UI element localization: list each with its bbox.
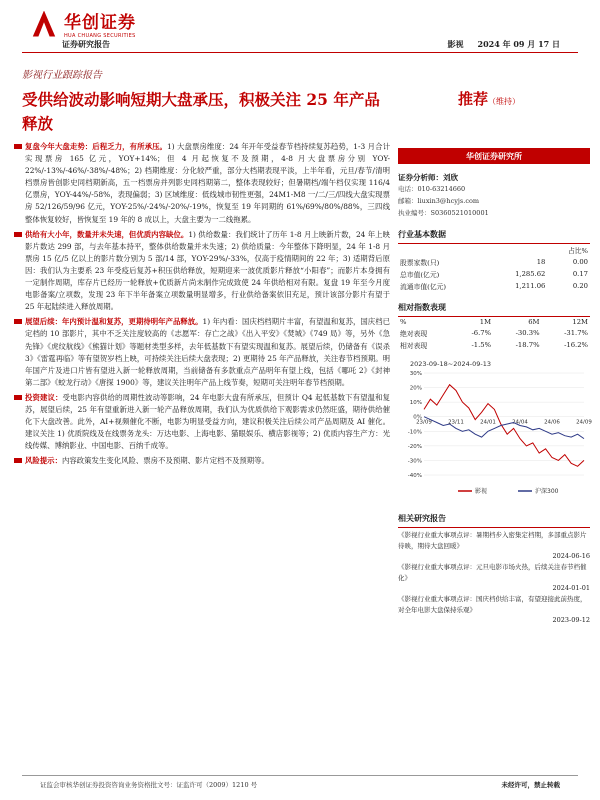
- table-cell: 流通市值(亿元): [400, 283, 447, 291]
- chart-x-tick-label: 24/06: [544, 419, 560, 426]
- analyst-license: 执业编号：S0360521010001: [398, 209, 489, 217]
- rating-value: 推荐: [458, 90, 489, 108]
- table-row: [398, 327, 590, 339]
- table-row: [398, 244, 590, 256]
- report-body: [14, 141, 390, 470]
- basic-data-title: 行业基本数据: [398, 229, 590, 244]
- table-cell: 相对表现: [400, 342, 428, 350]
- table-row: [398, 280, 590, 292]
- body-paragraph: [14, 141, 390, 226]
- bullet-square-icon: [14, 232, 22, 237]
- chart-y-tick-label: 0%: [413, 414, 422, 421]
- header-meta: [448, 39, 560, 50]
- sidebar-header: 华创证券研究所: [398, 148, 590, 164]
- chart-x-tick-label: 24/04: [512, 419, 528, 426]
- chart-x-tick-label: 24/01: [480, 419, 496, 426]
- body-paragraph: [14, 455, 390, 467]
- chart-y-tick-label: 30%: [409, 371, 422, 377]
- chart-y-tick-label: -20%: [407, 443, 422, 450]
- chart-y-tick-label: -40%: [407, 473, 422, 479]
- report-type: 证券研究报告: [62, 39, 110, 49]
- bullet-square-icon: [14, 458, 22, 463]
- body-paragraph: [14, 229, 390, 314]
- rating-note: （维持）: [488, 97, 521, 106]
- body-paragraph: [14, 392, 390, 452]
- report-title: 受供给波动影响短期大盘承压，积极关注 25 年产品释放: [22, 90, 380, 133]
- performance-chart-svg: [398, 357, 590, 499]
- chart-title: 2023-09-18~2024-09-13: [410, 360, 491, 368]
- paragraph-text: 受电影内容供给的周期性波动等影响，24 年电影大盘有所承压，但预计 Q4 起低基数下有望温和复苏，展望后续，25 年有望重新进入新一轮产品释放周期，我们认为优质供给下观影需求仍然旺盛，期待供给催化下大盘改善。此外，AI+视频催化不断，电影为明显受益方向，建议积极关注后续公司产品周期及 AI 催化。建议关注 1) 优质院线及在线票务龙头：万达电影、上海电影、猫眼娱乐、横店影视等；2) 优质内容生产方：光线传媒、博纳影业、中国电影、百纳千成等。: [25, 392, 390, 451]
- header-rule: [22, 52, 578, 53]
- table-cell: -18.7%: [515, 341, 540, 349]
- analyst-phone: 电话：010-63214660: [398, 185, 466, 193]
- table-cell: 总市值(亿元): [400, 271, 440, 279]
- performance-chart: [398, 357, 590, 503]
- table-header-cell: 1M: [479, 318, 492, 326]
- paragraph-lead: 展望后续：年内预计温和复苏，更期待明年产品释放。: [25, 317, 203, 327]
- sidebar: [398, 148, 590, 624]
- brand-logo: [30, 8, 136, 39]
- table-cell: -16.2%: [564, 341, 588, 349]
- related-reports-title: 相关研究报告: [398, 513, 590, 528]
- table-row: [398, 268, 590, 280]
- chart-x-tick-label: 23/11: [448, 419, 464, 426]
- table-row: [398, 256, 590, 268]
- table-cell: -31.7%: [564, 329, 588, 337]
- chart-legend-label: 沪深300: [535, 488, 559, 495]
- brand-name-en: HUA CHUANG SECURITIES: [64, 33, 136, 39]
- performance-table: [398, 317, 590, 351]
- chart-legend-label: 影视: [475, 488, 488, 495]
- industry-label: 影视: [447, 39, 464, 49]
- related-report-date: 2024-06-16: [552, 552, 590, 560]
- paragraph-text: 内容政策发生变化风险、票房不及预期、影片定档不及预期等。: [61, 456, 269, 466]
- analyst-name: 证券分析师：刘欣: [398, 173, 458, 182]
- paragraph-text: 1) 大盘票房维度：24 年开年受益春节档持续复苏趋势，1-3 月合计实现票房 165 亿元，YOY+14%；但 4 月起恢复不及预期，4-8 月大盘票房分别 YOY-22%/-13%/-46%/-38%/-48%；2) 档期维度：分化较严重，部分大档期表现平淡，上半年看，元旦/春节/清明档票房皆创影史同档期新高，五一档票房并列影史同档期第二，整体表现较好；但暑期档/端午档仅实现 116/4 亿票房，YOY-44%/-58%，表现偏弱；3) 区域维度：低线城市韧性更强，24M1-M8 一/二/三/四线大盘实现票房 52/126/59/96 亿元，YOY-25%/-24%/-20%/-19%，恢复至 19 年同期的 61%/69%/80%/88%，三四线整体恢复较好，皆恢复至 19 年的 8 成以上，大盘主要为一二线拖累。: [25, 142, 390, 224]
- logo-mark-icon: [30, 11, 58, 37]
- footer-license: 证监会审核华创证券投资咨询业务资格批文号：证监许可（2009）1210 号: [40, 781, 258, 789]
- report-series: 影视行业跟踪报告: [22, 70, 102, 81]
- table-row: [398, 317, 590, 327]
- bullet-square-icon: [14, 319, 22, 324]
- paragraph-text: 1) 供给数量：我们统计了历年 1-8 月上映新片数，24 年上映影片数达 299 部，与去年基本持平，整体供给数量并未失速；2) 供给质量：今年整体下降明显，24 年 1-8 月票房 15 亿/5 亿以上的影片数分别为 5 部/14 部，YOY-29%/-33%，仅高于疫情期间的 22 年；3) 适期背后原因：我们认为主要系 23 年受疫后复苏+积压供给释放，短期迎来一波优质影片释放“小阳春”；而影片本身拥有一定制作周期，库存片已经历一轮释放+优质新片尚未制作完成致使 24 年供给相对有限。复盘 19 年至今月度电影备案/立项数，发现 23 年下半年备案立项数量明显增多，行业供给备案依旧充足，预计该部分影片有望于 25 年起陆续进入释放周期。: [25, 229, 390, 312]
- related-report[interactable]: [398, 530, 590, 560]
- bullet-square-icon: [14, 395, 22, 400]
- paragraph-lead: 投资建议：: [25, 392, 63, 402]
- paragraph-lead: 风险提示：: [25, 456, 62, 466]
- table-cell: 18: [536, 258, 546, 266]
- table-cell: -1.5%: [471, 341, 492, 349]
- chart-y-tick-label: 20%: [409, 385, 422, 392]
- paragraph-text: 1) 年内看：国庆档档期片丰富，有望温和复苏，国庆档已定档的 10 部影片，其中不乏关注度较高的《志愿军：存亡之战》《出入平安》《焚城》《749 局》等，另外《急先锋》《虎纹航线》《熊猫计划》等题材类型多样，去年低基数下有望实现温和复苏。展望后续，仍储备有《误杀 3》《雷霆再临》等有望贺岁档上映，可持续关注后续大盘表现；2) 更期待 25 年产品释放，关注春节档预期。明年国产片及进口片皆有望进入新一轮释放周期，当前储备有多款重点产品明年有望上线，包括《哪吒 2》《封神第二部》《蛟龙行动》《唐探 1900》等，建议关注明年产品上线节奏，短期可关注明年春节档预期。: [25, 317, 391, 387]
- related-report[interactable]: [398, 562, 590, 592]
- footer-copyright: 未经许可，禁止转载: [501, 781, 560, 789]
- table-cell: -6.7%: [471, 329, 492, 337]
- performance-title: 相对指数表现: [398, 302, 590, 317]
- related-report-title[interactable]: 《影视行业重大事项点评：暑期档步入密集定档期，多部重点影片待映，期待大盘回暖》: [398, 531, 587, 550]
- report-date: 2024 年 09 月 17 日: [477, 39, 560, 49]
- table-cell: 1,211.06: [515, 282, 546, 290]
- table-cell: 0.20: [572, 282, 588, 290]
- table-row: [398, 339, 590, 351]
- footer-rule: [22, 775, 578, 776]
- table-header-cell: 12M: [572, 318, 588, 326]
- table-cell: 0.17: [572, 270, 588, 278]
- table-header-cell: 6M: [528, 318, 540, 326]
- body-paragraph: [14, 316, 390, 389]
- related-report-date: 2024-01-01: [552, 584, 590, 592]
- chart-x-tick-label: 23/09: [416, 419, 432, 426]
- table-header-cell: 占比%: [567, 247, 588, 255]
- paragraph-lead: 供给有大小年，数量并未失速，但优质内容缺位。: [25, 229, 189, 239]
- table-cell: 股票家数(只): [400, 259, 440, 267]
- chart-x-tick-label: 24/09: [576, 419, 592, 426]
- table-cell: 0.00: [572, 258, 588, 266]
- related-report[interactable]: [398, 594, 590, 624]
- chart-y-tick-label: -10%: [407, 429, 422, 436]
- related-report-title[interactable]: 《影视行业重大事项点评：国庆档供给丰富，有望迎接此前热度，对全年电影大盘保持乐观》: [398, 595, 587, 614]
- brand-name-cn: 华创证券: [64, 13, 136, 33]
- related-report-title[interactable]: 《影视行业重大事项点评：元旦电影市场火热，后续关注春节档催化》: [398, 563, 587, 582]
- rating: [458, 88, 520, 109]
- table-cell: 1,285.62: [515, 270, 546, 278]
- table-header-cell: %: [400, 318, 407, 326]
- paragraph-lead: 复盘今年大盘走势：后程乏力，有所承压。: [25, 142, 168, 151]
- chart-y-tick-label: -30%: [407, 458, 422, 465]
- chart-y-tick-label: 10%: [409, 400, 422, 407]
- related-report-date: 2023-09-12: [552, 616, 590, 624]
- table-cell: -30.3%: [515, 329, 540, 337]
- table-cell: 绝对表现: [400, 330, 428, 338]
- bullet-square-icon: [14, 144, 22, 149]
- basic-data-table: [398, 244, 590, 292]
- analyst-email[interactable]: 邮箱：liuxin3@hcyjs.com: [398, 197, 480, 205]
